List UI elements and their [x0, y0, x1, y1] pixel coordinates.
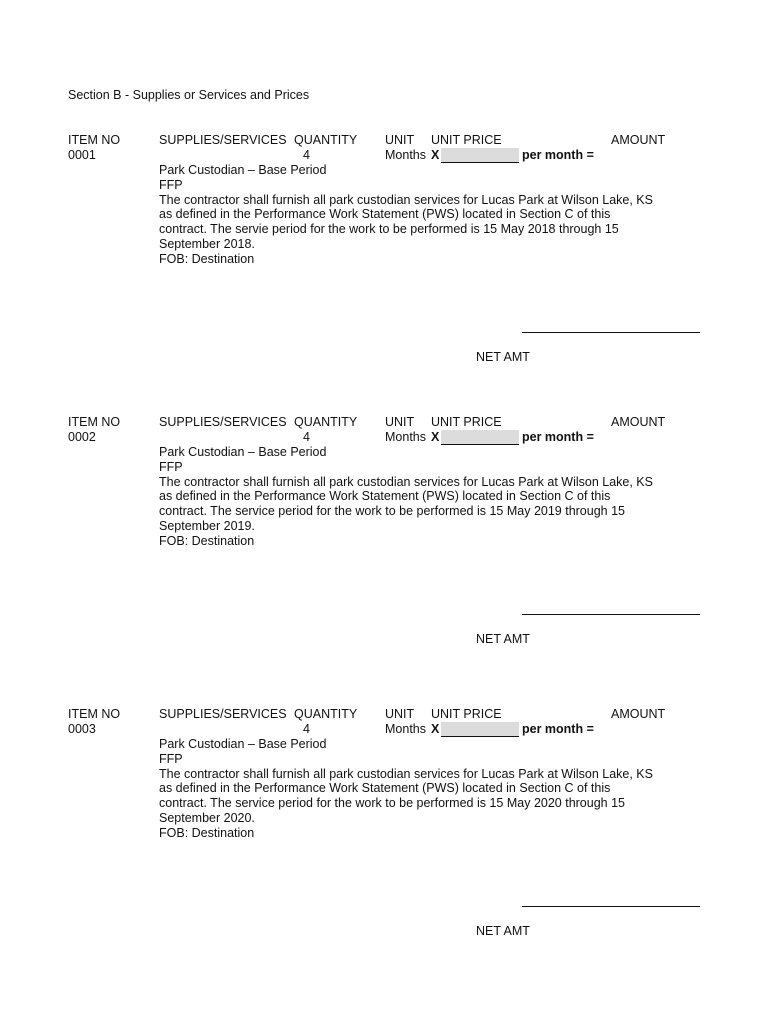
multiply-sign: X — [431, 148, 440, 162]
net-amt-label: NET AMT — [476, 924, 530, 938]
unit-value: Months — [385, 722, 426, 736]
item-name: Park Custodian – Base Period — [159, 445, 327, 459]
description-line: contract. The service period for the work to be performed is 15 May 2019 through 15 — [159, 504, 625, 519]
item-description — [159, 445, 669, 549]
net-amount-input-line[interactable] — [522, 614, 700, 615]
line-item — [0, 415, 770, 685]
contract-type: FFP — [159, 751, 183, 766]
quantity-header: QUANTITY — [294, 415, 358, 429]
unit-header: UNIT — [385, 415, 415, 429]
net-amount-input-line[interactable] — [522, 332, 700, 333]
unit-price-input[interactable] — [441, 722, 519, 737]
fob-line: FOB: Destination — [159, 251, 255, 266]
amount-header: AMOUNT — [611, 415, 666, 429]
description-line: The contractor shall furnish all park custodian services for Lucas Park at Wilson Lake, KS — [159, 474, 653, 489]
line-item — [0, 707, 770, 977]
fob-line: FOB: Destination — [159, 533, 255, 548]
supplies-header: SUPPLIES/SERVICES — [159, 415, 287, 429]
quantity-value: 4 — [303, 722, 310, 736]
description-line: as defined in the Performance Work Statement (PWS) located in Section C of this — [159, 207, 611, 222]
description-line: The contractor shall furnish all park custodian services for Lucas Park at Wilson Lake, KS — [159, 192, 653, 207]
line-item — [0, 133, 770, 403]
unit-price-input[interactable] — [441, 430, 519, 445]
supplies-header: SUPPLIES/SERVICES — [159, 707, 287, 721]
supplies-header: SUPPLIES/SERVICES — [159, 133, 287, 147]
unit-price-input[interactable] — [441, 148, 519, 163]
item-no-header: ITEM NO — [68, 707, 121, 721]
item-description — [159, 163, 669, 267]
unit-header: UNIT — [385, 133, 415, 147]
unit-value: Months — [385, 430, 426, 444]
description-line: September 2018. — [159, 236, 255, 251]
contract-type: FFP — [159, 177, 183, 192]
net-amt-label: NET AMT — [476, 350, 530, 364]
per-month-label: per month = — [522, 430, 594, 444]
amount-header: AMOUNT — [611, 707, 666, 721]
item-no-value: 0003 — [68, 722, 96, 736]
unit-price-header: UNIT PRICE — [431, 707, 502, 721]
unit-header: UNIT — [385, 707, 415, 721]
section-title: Section B - Supplies or Services and Prices — [68, 88, 310, 102]
quantity-header: QUANTITY — [294, 707, 358, 721]
item-no-value: 0002 — [68, 430, 96, 444]
description-line: September 2020. — [159, 810, 255, 825]
description-line: as defined in the Performance Work Statement (PWS) located in Section C of this — [159, 781, 611, 796]
amount-header: AMOUNT — [611, 133, 666, 147]
multiply-sign: X — [431, 430, 440, 444]
description-line: contract. The servie period for the work to be performed is 15 May 2018 through 15 — [159, 222, 619, 237]
fob-line: FOB: Destination — [159, 825, 255, 840]
item-name: Park Custodian – Base Period — [159, 737, 327, 751]
item-no-value: 0001 — [68, 148, 96, 162]
item-no-header: ITEM NO — [68, 133, 121, 147]
multiply-sign: X — [431, 722, 440, 736]
quantity-value: 4 — [303, 148, 310, 162]
item-description — [159, 737, 669, 841]
item-no-header: ITEM NO — [68, 415, 121, 429]
contract-type: FFP — [159, 459, 183, 474]
description-line: The contractor shall furnish all park custodian services for Lucas Park at Wilson Lake, KS — [159, 766, 653, 781]
net-amt-label: NET AMT — [476, 632, 530, 646]
unit-price-header: UNIT PRICE — [431, 415, 502, 429]
description-line: as defined in the Performance Work Statement (PWS) located in Section C of this — [159, 489, 611, 504]
unit-value: Months — [385, 148, 426, 162]
description-line: September 2019. — [159, 518, 255, 533]
per-month-label: per month = — [522, 148, 594, 162]
quantity-value: 4 — [303, 430, 310, 444]
unit-price-header: UNIT PRICE — [431, 133, 502, 147]
item-name: Park Custodian – Base Period — [159, 163, 327, 177]
net-amount-input-line[interactable] — [522, 906, 700, 907]
per-month-label: per month = — [522, 722, 594, 736]
quantity-header: QUANTITY — [294, 133, 358, 147]
description-line: contract. The service period for the work to be performed is 15 May 2020 through 15 — [159, 796, 625, 811]
